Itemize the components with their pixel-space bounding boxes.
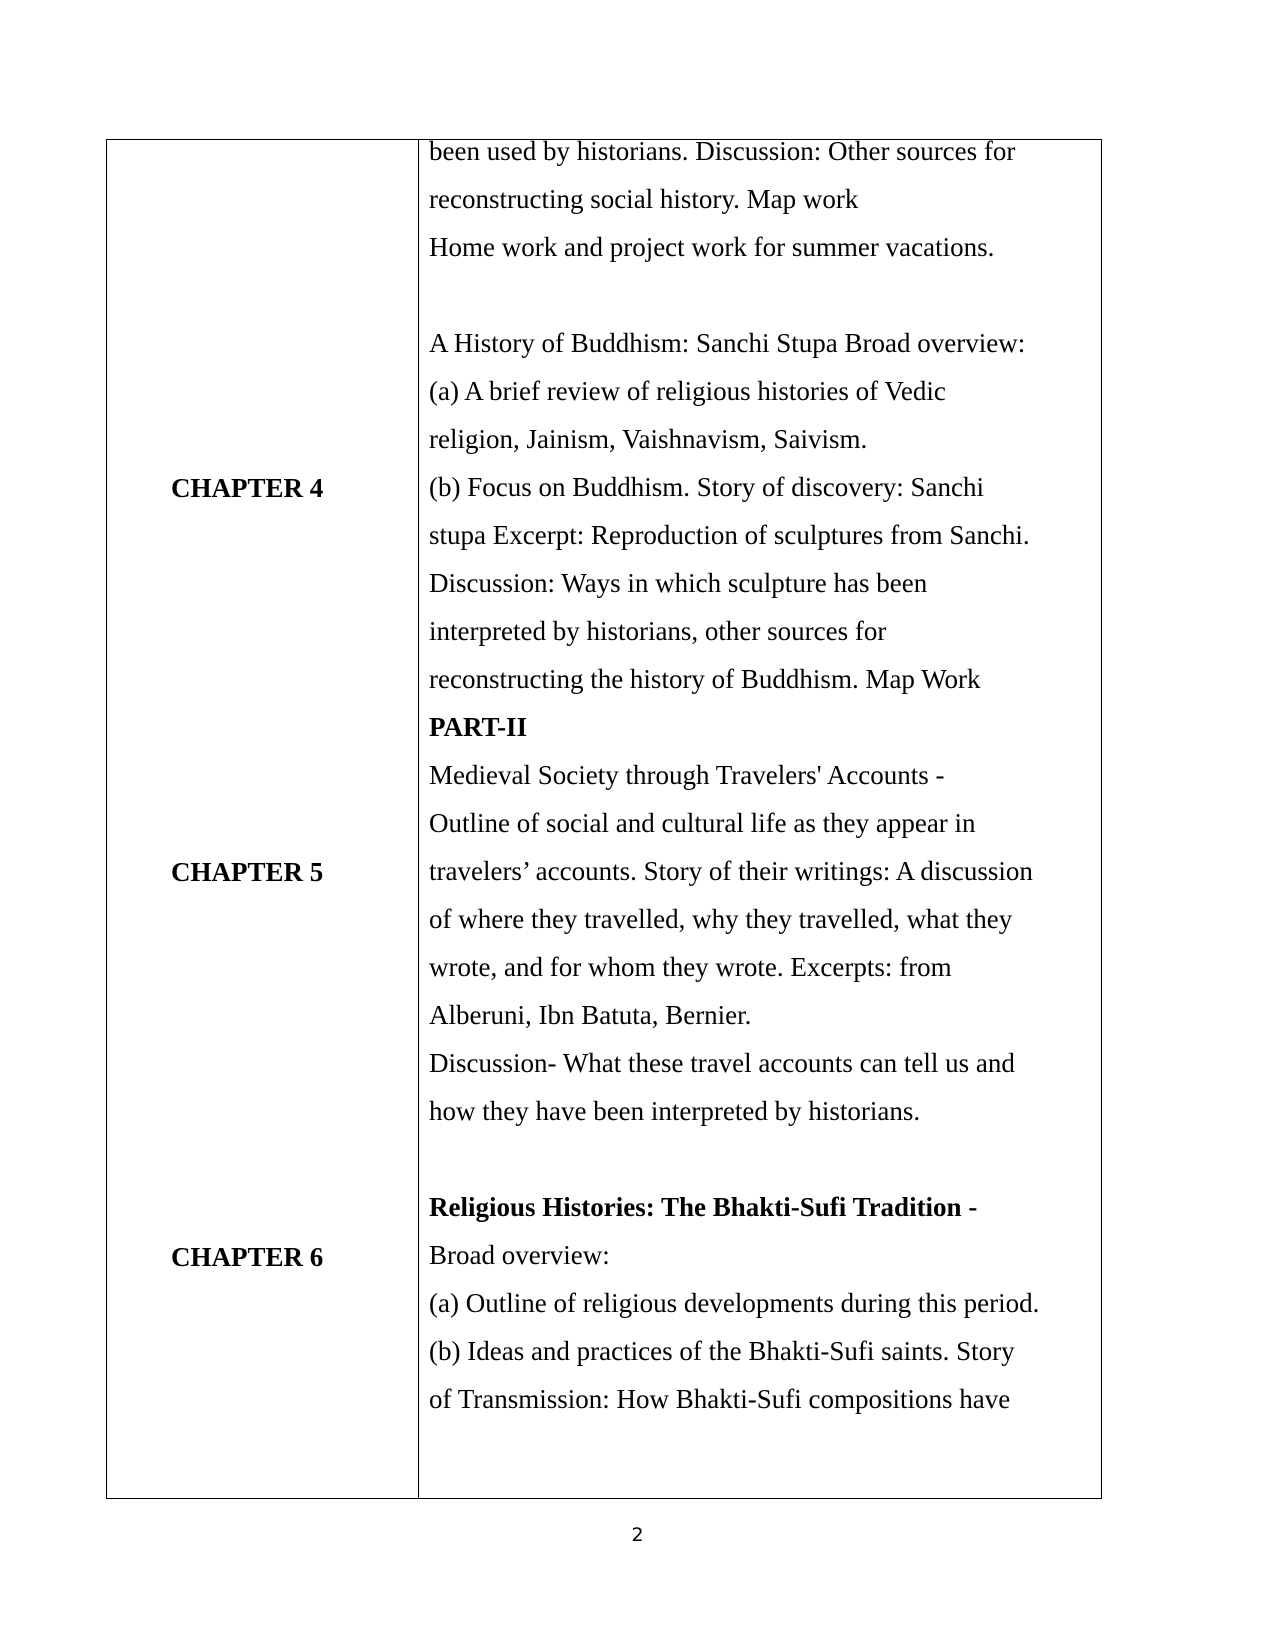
part-heading: PART-II [429, 712, 528, 742]
content-line: religion, Jainism, Vaishnavism, Saivism. [429, 424, 868, 454]
column-divider [418, 140, 419, 1498]
content-line: Discussion- What these travel accounts can tell us and [429, 1048, 1015, 1078]
content-line: Outline of social and cultural life as they appear in [429, 808, 976, 838]
content-line: (a) A brief review of religious histories of Vedic [429, 376, 946, 406]
content-line: Alberuni, Ibn Batuta, Bernier. [429, 1000, 752, 1030]
content-line: (a) Outline of religious developments during this period. [429, 1288, 1040, 1318]
content-line: how they have been interpreted by historians. [429, 1096, 921, 1126]
section-heading: Religious Histories: The Bhakti-Sufi Tradition - [429, 1192, 978, 1222]
content-line: (b) Ideas and practices of the Bhakti-Sufi saints. Story [429, 1336, 1015, 1366]
content-line: of where they travelled, why they travelled, what they [429, 904, 1013, 934]
chapter-6-label: CHAPTER 6 [171, 1242, 324, 1272]
content-line: Medieval Society through Travelers' Accounts - [429, 760, 945, 790]
content-line: A History of Buddhism: Sanchi Stupa Broad overview: [429, 328, 1026, 358]
content-line: Home work and project work for summer vacations. [429, 232, 995, 262]
content-line: of Transmission: How Bhakti-Sufi compositions have [429, 1384, 1011, 1414]
content-line: interpreted by historians, other sources for [429, 616, 887, 646]
chapter-5-label: CHAPTER 5 [171, 857, 324, 887]
page-number: 2 [631, 1524, 644, 1546]
content-line: reconstructing social history. Map work [429, 184, 859, 214]
content-line: Discussion: Ways in which sculpture has been [429, 568, 928, 598]
syllabus-table [106, 136, 1102, 1499]
content-line: travelers’ accounts. Story of their writings: A discussion [429, 856, 1033, 886]
content-line: Broad overview: [429, 1240, 610, 1270]
content-line: (b) Focus on Buddhism. Story of discovery: Sanchi [429, 472, 984, 502]
content-line: wrote, and for whom they wrote. Excerpts: from [429, 952, 952, 982]
content-line: reconstructing the history of Buddhism. Map Work [429, 664, 981, 694]
content-line: been used by historians. Discussion: Other sources for [429, 136, 1016, 166]
chapter-4-label: CHAPTER 4 [171, 473, 324, 503]
content-line: stupa Excerpt: Reproduction of sculptures from Sanchi. [429, 520, 1030, 550]
